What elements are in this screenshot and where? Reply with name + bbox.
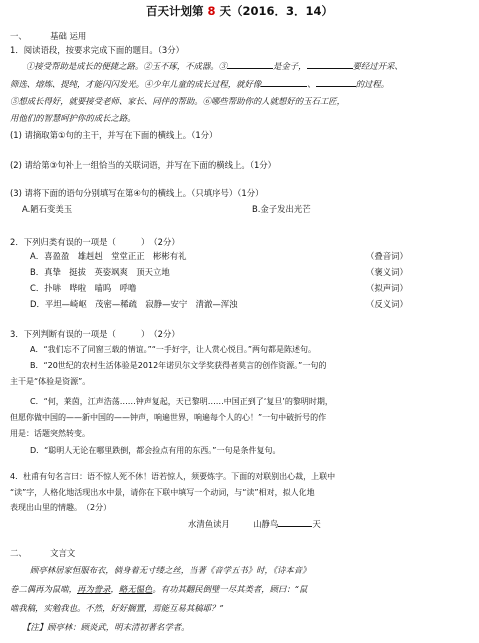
q1-option-b: B.金子发出光芒 [252,204,311,214]
q2-option-d [30,297,237,311]
classical-line-1: 顾亭林居家恒服布衣，倘身着无寸缕之丝，当著《音学五书》时，《诗本音》 [30,565,311,575]
q1-sub-question-2: (2) 请给第③句补上一组恰当的关联词语，并写在下面的横线上。（1分） [10,160,277,170]
classical-text: 卷二偶再为鼠啮， [10,584,77,594]
title-suffix: 天（2016．3．14） [215,4,334,18]
q2-option-a-tag: （叠音词） [366,251,408,261]
underlined-phrase: 略无愠色 [118,584,153,594]
q3-line-3: 主干是“体验是资源”。 [10,377,91,386]
option-label: B． [30,267,45,277]
q3-line-7: D．“聪明人无论在哪里跌倒，都会捡点有用的东西。”一句是条件复句。 [30,446,281,455]
option-label: A． [30,251,45,261]
q2-stem: 2．下列归类有误的一项是（ ） （2分） [10,237,180,247]
q3-line-1: A．“我们忘不了同窗三载的情谊。”“一手好字，让人赏心悦目。”两句都是陈述句。 [30,345,317,354]
q1-stem: 1．阅读语段，按要求完成下面的题目。（3分） [10,45,184,55]
couplet-upper: 水清鱼读月 [188,519,230,529]
q3-line-2: B．“20世纪的农村生活体验是2012年诺贝尔文学奖获得者莫言的创作资源。”一句的 [30,361,327,370]
answer-blank[interactable] [261,76,307,87]
passage-text: 的过程。 [355,79,390,89]
section-number: 二、 [10,548,27,558]
q4-line-1: 4．杜甫有句名言曰：语不惊人死不休！语若惊人，须要炼字。下面的对联别出心裁，上联中 [10,472,336,481]
answer-blank[interactable] [278,516,312,527]
q2-option-a [30,249,186,263]
section-two-heading [10,546,75,560]
title-day-number: 8 [207,4,216,18]
q1-passage-line-4: 用他们的智慧呵护你的成长之路。 [10,113,136,123]
q2-option-d-tag: （反义词） [366,299,408,309]
q1-passage-line-1 [26,58,403,73]
q3-line-6: 用是：话题突然转变。 [10,429,90,438]
q2-option-c [30,281,136,295]
couplet-lower-end: 天 [312,519,321,529]
answer-blank[interactable] [227,58,273,69]
classical-line-2 [10,582,307,596]
q4-couplet [188,516,321,531]
option-words: 平坦—崎岖 茂密—稀疏 寂静—安宁 清澈—浑浊 [44,299,238,309]
q3-line-4: C．“何，莱茵，江声浩荡……钟声复起，天已黎明……中国正到了‘复旦’的黎明时期， [30,397,333,406]
q1-sub-question-3: (3) 请将下面的语句分别填写在第④句的横线上。（只填序号）（1分） [10,188,264,198]
title-prefix: 百天计划第 [145,4,208,18]
classical-text: 。有功其翻民倒璧一尽其类者，顾曰：“鼠 [152,584,308,594]
option-words: 扑哧 哗啦 喵呜 呼噜 [44,283,137,293]
q2-option-c-tag: （拟声词） [366,283,408,293]
underlined-phrase: 再为誊录 [77,584,111,594]
passage-text: 是金子， [273,61,307,71]
passage-text: 筛选、熔炼、提纯，才能闪闪发光。④少年儿童的成长过程，就好像 [10,79,262,89]
section-one-heading [10,29,86,43]
q1-passage-line-3: ⑤想成长得好，就要接受老师、家长、同伴的帮助。⑥哪些帮助你的人就想好的玉石工匠， [10,96,345,106]
option-words: 真挚 挺拔 英姿飒爽 顶天立地 [44,267,170,277]
section-title: 文言文 [50,548,76,558]
q3-line-5: 但愿你做中国的——新中国的——钟声，响遍世界，响遍每个人的心！”一句中破折号的作 [10,413,327,422]
classical-line-3: 啮我稿，实勉我也。不然，好好搁置，焉能互易其稿耶？” [10,603,224,613]
option-label: D． [30,299,45,309]
q1-passage-line-2 [10,76,389,91]
section-title: 基础 运用 [50,31,87,41]
couplet-lower-start: 山静鸟 [253,519,279,529]
passage-text: ①接受帮助是成长的便捷之路。②玉不琢，不成器。③ [26,61,227,71]
classical-note: 【注】顾亭林：顾炎武，明末清初著名学者。 [22,622,190,632]
answer-blank[interactable] [307,58,353,69]
q4-line-3: 表现出山里的情趣。 （2分） [10,503,112,512]
q3-stem: 3．下列判断有误的一项是（ ） （2分） [10,329,180,339]
option-words: 喜盈盈 雄赳赳 堂堂正正 彬彬有礼 [44,251,187,261]
classical-text: ， [110,584,119,594]
page-title [0,4,479,18]
passage-text: 要经过开采、 [352,61,403,71]
option-label: C． [30,283,45,293]
answer-blank[interactable] [316,76,356,87]
q1-sub-question-1: (1) 请摘取第①句的主干，并写在下面的横线上。（1分） [10,130,218,140]
q2-option-b [30,265,170,279]
section-number: 一、 [10,31,27,41]
passage-text: 、 [307,79,316,89]
q4-line-2: “读”字，人格化地活现出水中景，请你在下联中填写一个动词，与“读”相对，拟人化地 [10,488,315,497]
q2-option-b-tag: （褒义词） [366,267,408,277]
q1-option-a: A.陋石变美玉 [22,204,73,214]
